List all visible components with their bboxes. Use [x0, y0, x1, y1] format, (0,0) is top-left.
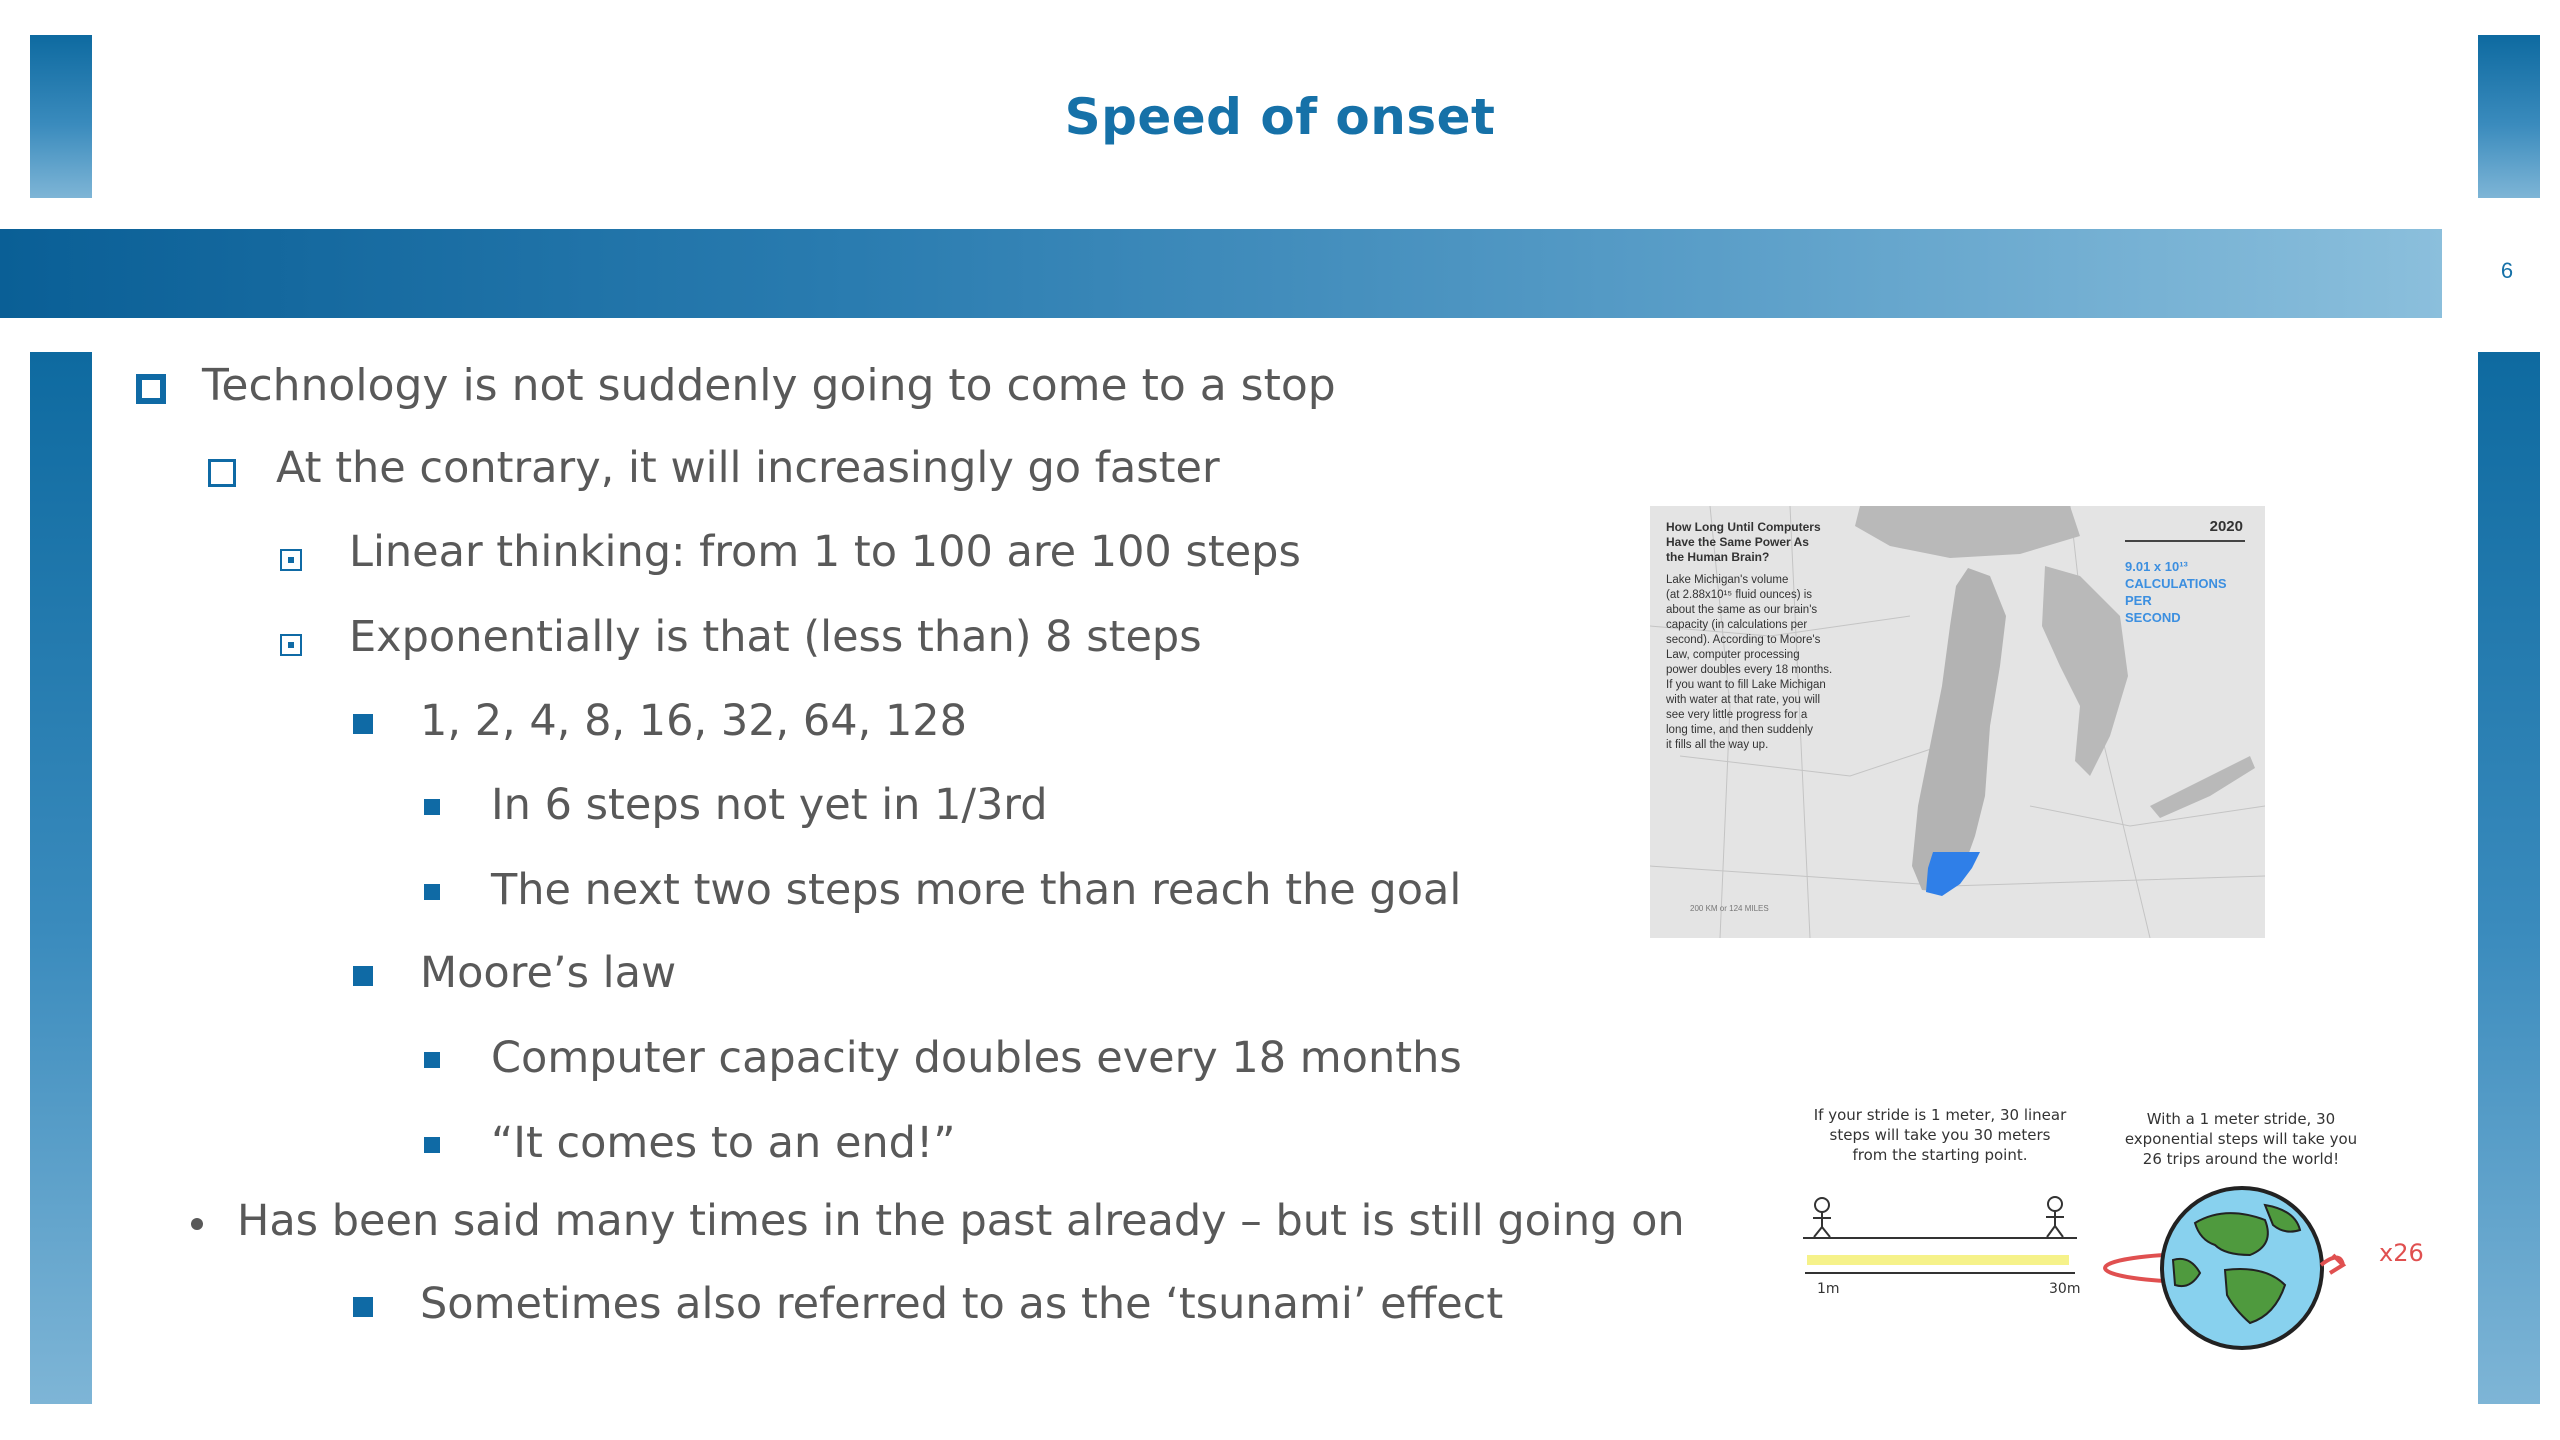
map-scale-label: 200 KM or 124 MILES — [1690, 904, 1769, 913]
bullet-text: Exponentially is that (less than) 8 steps — [349, 612, 1202, 662]
bullet-text: Computer capacity doubles every 18 months — [491, 1033, 1462, 1083]
bullet-text: “It comes to an end!” — [491, 1118, 956, 1168]
small-square-bullet-icon — [424, 1137, 440, 1153]
calc-value: 9.01 x 10¹³ — [2125, 559, 2188, 574]
right-bottom-pillar — [2478, 352, 2540, 1404]
header-band — [0, 229, 2442, 318]
map-divider — [2125, 540, 2245, 542]
linear-walk-icon — [1803, 1197, 2077, 1273]
bullet-text: Linear thinking: from 1 to 100 are 100 steps — [349, 527, 1301, 577]
bullet-text: In 6 steps not yet in 1/3rd — [491, 780, 1048, 830]
left-bottom-pillar — [30, 352, 92, 1404]
end-distance-label: 30m — [2049, 1281, 2081, 1297]
small-square-bullet-icon — [424, 1052, 440, 1068]
small-square-bullet-icon — [424, 884, 440, 900]
steps-illustration — [1795, 1105, 2435, 1365]
map-body: Lake Michigan's volume (at 2.88x10¹⁵ fluid ounces) is about the same as our brain's capacity (in calculations per second). According to Moore's Law, computer processing power doubles every 18 months. If you want to fill Lake Michigan with water at that rate, you will see very little progress for a long time, and then suddenly it fills all the way up. — [1666, 574, 1833, 751]
bullet-text: Moore’s law — [420, 948, 677, 998]
filled-square-bullet-icon — [353, 1297, 373, 1317]
square-bullet-icon — [136, 374, 166, 404]
slide-title: Speed of onset — [1064, 88, 1496, 146]
bullet-text: At the contrary, it will increasingly go faster — [276, 443, 1220, 493]
start-distance-label: 1m — [1817, 1281, 1840, 1297]
filled-square-bullet-icon — [353, 966, 373, 986]
bullet-text: Sometimes also referred to as the ‘tsunami’ effect — [420, 1279, 1504, 1329]
small-square-bullet-icon — [424, 799, 440, 815]
calculations-readout — [2125, 558, 2227, 626]
lake-michigan-figure — [1650, 506, 2265, 938]
bullet-text: Has been said many times in the past already – but is still going on — [237, 1196, 1685, 1246]
map-year: 2020 — [2209, 518, 2243, 535]
linear-caption: If your stride is 1 meter, 30 linear steps will take you 30 meters from the starting point. — [1813, 1106, 2067, 1164]
page-number: 6 — [2500, 258, 2514, 283]
steps-figure — [1795, 1105, 2435, 1365]
multiplier-label: x26 — [2379, 1239, 2424, 1267]
exponential-caption: With a 1 meter stride, 30 exponential steps will take you 26 trips around the world! — [2124, 1110, 2358, 1168]
dot-bullet-icon — [191, 1218, 203, 1230]
square-dot-bullet-icon — [280, 634, 302, 656]
globe-icon — [2105, 1188, 2343, 1348]
bullet-text: 1, 2, 4, 8, 16, 32, 64, 128 — [420, 696, 968, 746]
filled-square-bullet-icon — [353, 714, 373, 734]
square-dot-bullet-icon — [280, 549, 302, 571]
map-caption — [1666, 520, 1894, 753]
map-heading: How Long Until Computers Have the Same Power As the Human Brain? — [1666, 520, 1821, 564]
calc-label-3: SECOND — [2125, 610, 2181, 625]
bullet-text: The next two steps more than reach the goal — [491, 865, 1462, 915]
square-outline-bullet-icon — [208, 459, 236, 487]
bullet-text: Technology is not suddenly going to come to a stop — [202, 360, 1336, 411]
calc-label-1: CALCULATIONS — [2125, 576, 2227, 591]
calc-label-2: PER — [2125, 593, 2152, 608]
